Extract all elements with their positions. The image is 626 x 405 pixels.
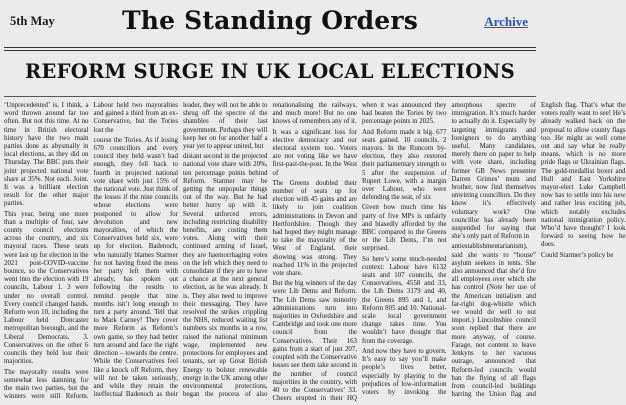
article-paragraph: The mayoralty results were somewhat less damning for the main two parties, but the winners were still Reform. Labour held two mayoralties and gained a third from an ex-Conservative, but the Tories lost the <box>4 102 178 401</box>
article-paragraph: Given how much time his party of five MPs is unfairly and biasedly afforded by the BBC compared to the Greens or the Lib Dems, I’m not surprised. <box>362 204 447 253</box>
article-paragraph: This year, being one more than a multiple of four, saw county council elections across the country, and six mayoral races. These seats were last up for election in the 2021 post-COVID-vaccine bounce, so the Conservatives went into the election with 19 councils, Labour 1. 3 were under no overall control. Every council changed hands. Reform won 10, including the Labour held Doncaster metropolitan borough, and the Liberal Democrats, 3. Conservatives on the other 6 councils they held lost their majorities. <box>4 210 89 366</box>
article-paragraph: antiestablishmentarianism), said she wants to “house” asylum seekers in tents. She also announced that she’d fire all employees over which she has control (Note her use of the American initialism and far-right dog-whistle which we would do well to not import.) Lincolnshire council soon replied that there are more anyway, of course. Farage, not content to leave Jenkyns to her vacuous outrage, announced that Reform-led councils would ban the flying of all flags from council-led buildings barring the Union flag and English flag. That’s what the voters really want to see! He’s already walked back on the proposal to allow county flags too. He might as well come out and say what he really means, which is no more pride flags or Ukrainian flags. The gold-medallist boxer and Hull and East Yorkshire mayor-elect Luke Campbell now has to settle into his new and rather less exciting job, which notably excludes national immigration policy. Who’d have thought? I look forward to seeing how he does. <box>451 102 626 399</box>
article-paragraph: And Reform made it big. 677 seats gained. 10 councils. 2 mayors. In the Runcorn by-election, they also restored their parliamentary strength to 5 after the suspension of Rupert Lowe, with a margin over Labour, who were defending the seat, of six <box>362 128 447 202</box>
article-paragraph: distant second in the projected national vote share with 20%, ten percentage points behind Reform. Starmer may be getting the unpopular things out of the way. But he had better hurry up with it. Several unforced errors, including restricting disability benefits, are costing them votes. Along with their continued arming of Israel, they are haemorrhaging votes on the left which they need to consolidate if they are to have a chance at the next general election, as he was already. It is. They also need to improve their messaging. They have resolved the strikes crippling the NHS, reduced waiting list numbers six months in a row, raised the national minimum wage, implemented new protections for employees and tenants, set up Great British Energy to bolster renewable energy in the UK among other environmental protections, began the process of also renationalising the railways, and much more! But no one knows of remembers any of it. <box>183 102 357 399</box>
masthead-rule-bottom <box>4 50 536 51</box>
newspaper-title: The Standing Orders <box>121 6 419 35</box>
article-paragraph: course the Tories. As if losing 670 councillors and every council they held wasn’t bad enough, they fell back to fourth in projected national vote share with just 15% of the national vote. Just think of the losses if the nine councils whose elections were postponed to allow for devolution and new mayoralties, of which the Conservatives held six, were up for election. Badenoch, who naturally blames Starmer for not having fixed the mess her party left them with already, has spoken out following the results to remind people that nine months isn’t long enough to turn a party around. Tell that to Mark Carney! They cover more Reform as Reform’s own game, so they had better turn around and face the right direction – towards the centre. While the Conservatives feel like a knock off Reform, they will not be taken seriously, and while they retain the ineffectual Badenoch as their leader, they will not be able to shrug off the spectre of the shambles of their last government. Perhaps they will keep her on for another half a year yet to appear united, but <box>93 102 268 399</box>
article-paragraph: Could Starmer’s policy be <box>541 251 614 259</box>
article-paragraph: The Greens doubled their number of seats up for election with 45 gains and are likely to join coalition administrations in Devon and Hertfordshire. Though they had hoped they might manage to take the mayoralty of the West of England, their showing was strong. They reached 11% in the projected vote share. <box>272 179 357 278</box>
article-paragraph: It was a significant loss for elective democracy and our electoral system too. Voters are not voting like we have first-past-the-post. In the West of <box>272 128 357 177</box>
article-body <box>4 102 626 405</box>
masthead-rule-top <box>4 47 536 48</box>
article-paragraph: ‘Unprecedented’ is, I think, a word thrown around far too often. But not this time. At no time in British electoral history have the two main parties done as abysmally in local elections, as they did on Thursday. The BBC puts their joint projected national vote share at 35%. Not each. Joint. It was a brilliant election result for the other major parties. <box>4 102 89 208</box>
article-paragraph: And now they have to govern. It’s easy to say you’ll make people’s lives better, especially by playing to the prejudices of low-information voters by invoking the amorphous spectre of immigration. It’s much harder to actually do it. Especially by targeting immigrants and foreigners to do anything useful. Many candidates, merely there on paper to help with vote share, including former GB News presenter Darren Grimes’ mum and brother, now find themselves unwitting councillors. Do they know it’s effectively voluntary work? One councillor has already been suspended for saying that she’s only part of Reform in <box>362 102 536 396</box>
archive-link[interactable]: Archive <box>484 14 528 29</box>
masthead <box>0 0 540 52</box>
issue-date: 5th May <box>10 14 55 28</box>
article-paragraph: So here’s some much-needed context: Labour have 6132 seats and 107 councils, the Conservatives, 4558 and 33, the Lib Dems 3179 and 40, the Greens 895 and 1, and Reform 805 and 10. National-scale local government change takes time. You wouldn’t have thought that from the coverage. <box>362 255 447 345</box>
article-paragraph: But the big winners of the day were Lib Dems and Reform. The Lib Dems saw minority administrations turn into majorities in Oxfordshire and Cambridge and took one more council from the Conservatives. Their 163 gains from a start of just 207, coupled with the Conservative losses see them take second in the number of council majorities in the country, with 40 to the Conservatives’ 33. Cheers erupted in their HQ when it was announced they had beaten the Tories by two percentage points in 2025. <box>272 102 447 403</box>
headline-rule <box>4 96 536 97</box>
article-headline: REFORM SURGE IN UK LOCAL ELECTIONS <box>24 60 516 83</box>
